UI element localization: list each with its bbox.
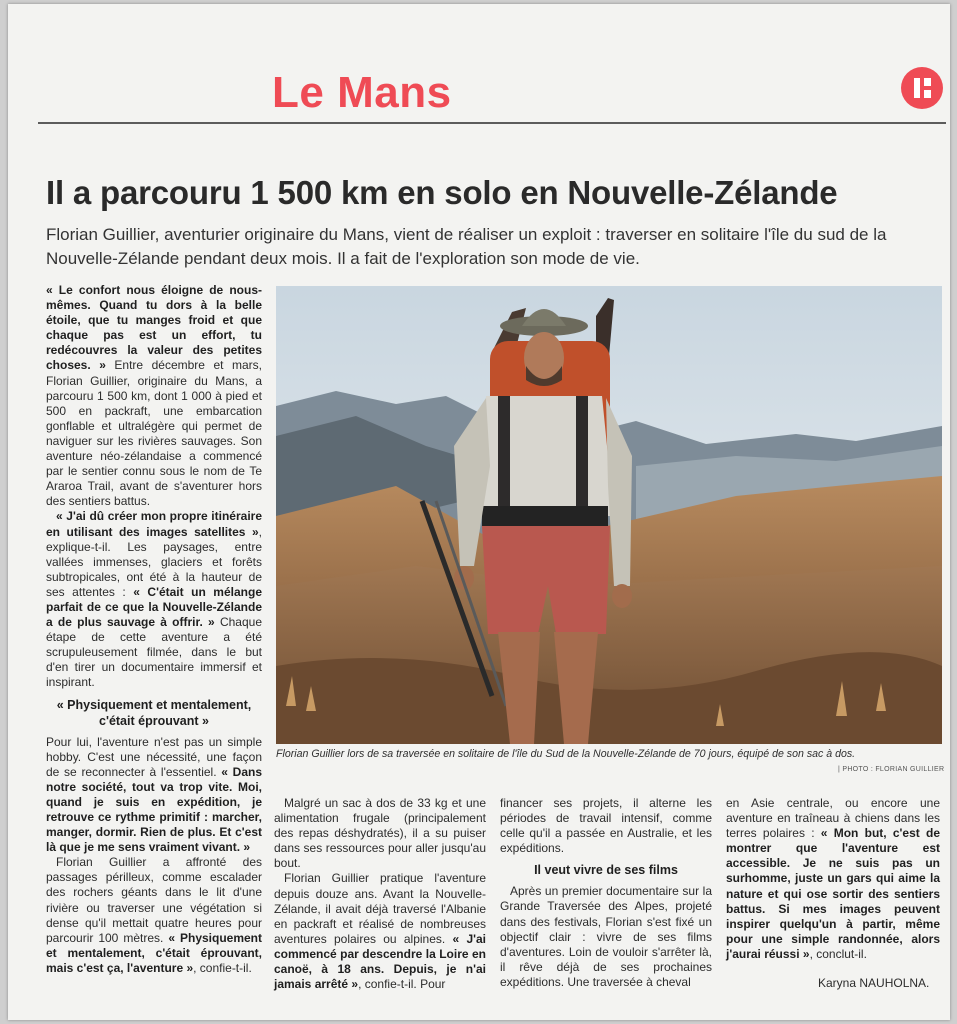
quote: « Mon but, c'est de montrer que l'aventure est accessible. Je ne suis pas un surhomme, juste un gars qui aime la nature et qui ose sortir des sentiers battus. Si mes images peuvent inspirer quelqu'un à partir, même pour une simple randonnée, alors j'aurai réussi » — [726, 826, 940, 961]
article-standfirst: Florian Guillier, aventurier originaire du Mans, vient de réaliser un exploit : traverser en solitaire l'île du sud de la Nouvelle-Zélande pendant deux mois. Il a fait de l'exploration son mode de vie. — [46, 225, 887, 268]
quote: « J'ai dû créer mon propre itinéraire en utilisant des images satellites » — [46, 509, 262, 539]
paragraph — [500, 796, 712, 856]
body-text: Chaque étape de cette aventure a été scrupuleusement filmée, dans le but d'en tirer un documentaire immersif et inspirant. — [46, 615, 262, 690]
subheading: « Physiquement et mentalement, c'était éprouvant » — [56, 697, 252, 728]
paragraph — [726, 796, 940, 962]
body-text: Florian Guillier pratique l'aventure depuis douze ans. Avant la Nouvelle-Zélande, il avait déjà traversé l'Albanie en packraft et réalisé de nombreuses aventures polaires ou alpines. — [274, 871, 486, 946]
article-column-3 — [500, 796, 712, 990]
newspaper-logo-icon — [900, 66, 944, 110]
body-text: , conclut-il. — [809, 946, 867, 961]
quote: « Physiquement et mentalement, c'était éprouvant, mais c'est ça, l'aventure » — [46, 930, 262, 975]
body-text: Malgré un sac à dos de 33 kg et une alimentation frugale (principalement des repas déshydratés), il a su puiser dans ses ressources pour aller jusqu'au bout. — [274, 796, 486, 871]
body-text: Florian Guillier a affronté des passages périlleux, comme escalader des rochers géants dans le lit d'une rivière ou traverser une végétation si dense qu'il mettait quatre heures pour parcourir 100 mètres. — [46, 855, 262, 945]
paragraph — [274, 871, 486, 992]
body-text: , explique-t-il. Les paysages, entre vallées immenses, glaciers et forêts subtropicales, ont été à la hauteur de ses attentes : — [46, 524, 262, 599]
header-rule — [38, 122, 946, 124]
article-column-2 — [274, 796, 486, 992]
paragraph — [46, 283, 262, 509]
body-text: financer ses projets, il alterne les périodes de travail intensif, comme celle qu'il a passée en Australie, et les expéditions. — [500, 796, 712, 856]
body-text: , confie-t-il. Pour — [358, 977, 446, 992]
body-text: , confie-t-il. — [193, 960, 252, 975]
quote: « C'était un mélange parfait de ce que la Nouvelle-Zélande a de plus sauvage à offrir. » — [46, 584, 262, 630]
paragraph — [46, 855, 262, 976]
quote: « Le confort nous éloigne de nous-mêmes. Quand tu dors à la belle étoile, que tu manges froid et que chaque pas est un effort, tu redécouvres la valeur des petites choses. » — [46, 283, 262, 373]
article-column-1 — [46, 283, 262, 976]
body-text: Pour lui, l'aventure n'est pas un simple hobby. C'est une nécessité, une façon de se reconnecter à l'essentiel. — [46, 734, 262, 779]
body-text: Après un premier documentaire sur la Grande Traversée des Alpes, projeté dans des festivals, Florian s'est fixé un objectif clair : vivre de ses films d'aventures. Loin de vouloir s'arrêter là, il rêve déjà de ses prochaines expéditions. Une traversée à cheval — [500, 884, 712, 989]
paragraph — [274, 796, 486, 871]
quote: « Dans notre société, tout va trop vite. Moi, quand je suis en expédition, je retrouve ce rythme primitif : marcher, manger, dormir. Rien de plus. Et c'est là que je me sens vraiment vivant. » — [46, 764, 262, 855]
author-signature: Karyna NAUHOLNA. — [818, 976, 930, 990]
paragraph — [46, 509, 262, 690]
article-photo — [276, 286, 942, 744]
article-headline: Il a parcouru 1 500 km en solo en Nouvelle-Zélande — [46, 174, 838, 211]
paragraph — [46, 735, 262, 856]
newspaper-page — [8, 4, 950, 1020]
section-title: Le Mans — [272, 68, 452, 117]
body-text: Entre décembre et mars, Florian Guillier, originaire du Mans, a parcouru 1 500 km, dont 1 000 à pied et 500 en packraft, une embarcation gonflable et ultralégère qui permet de naviguer sur les rivières sauvages. Son aventure néo-zélandaise a commencé par le sentier connu sous le nom de Te Araroa Trail, avant de s'aventurer hors des sentiers battus. — [46, 358, 263, 509]
photo-caption: Florian Guillier lors de sa traversée en solitaire de l'île du Sud de la Nouvelle-Zélande de 70 jours, équipé de son sac à dos. — [276, 748, 856, 760]
article-column-4 — [726, 796, 940, 962]
subheading: Il veut vivre de ses films — [534, 863, 678, 878]
paragraph — [500, 884, 712, 990]
quote: « J'ai commencé par descendre la Loire en canoë, à 18 ans. Depuis, je n'ai jamais arrêté » — [274, 931, 486, 992]
photo-credit: | PHOTO : FLORIAN GUILLIER — [838, 766, 945, 773]
body-text: en Asie centrale, ou encore une aventure en traîneau à chiens dans les terres polaires : — [726, 796, 940, 841]
